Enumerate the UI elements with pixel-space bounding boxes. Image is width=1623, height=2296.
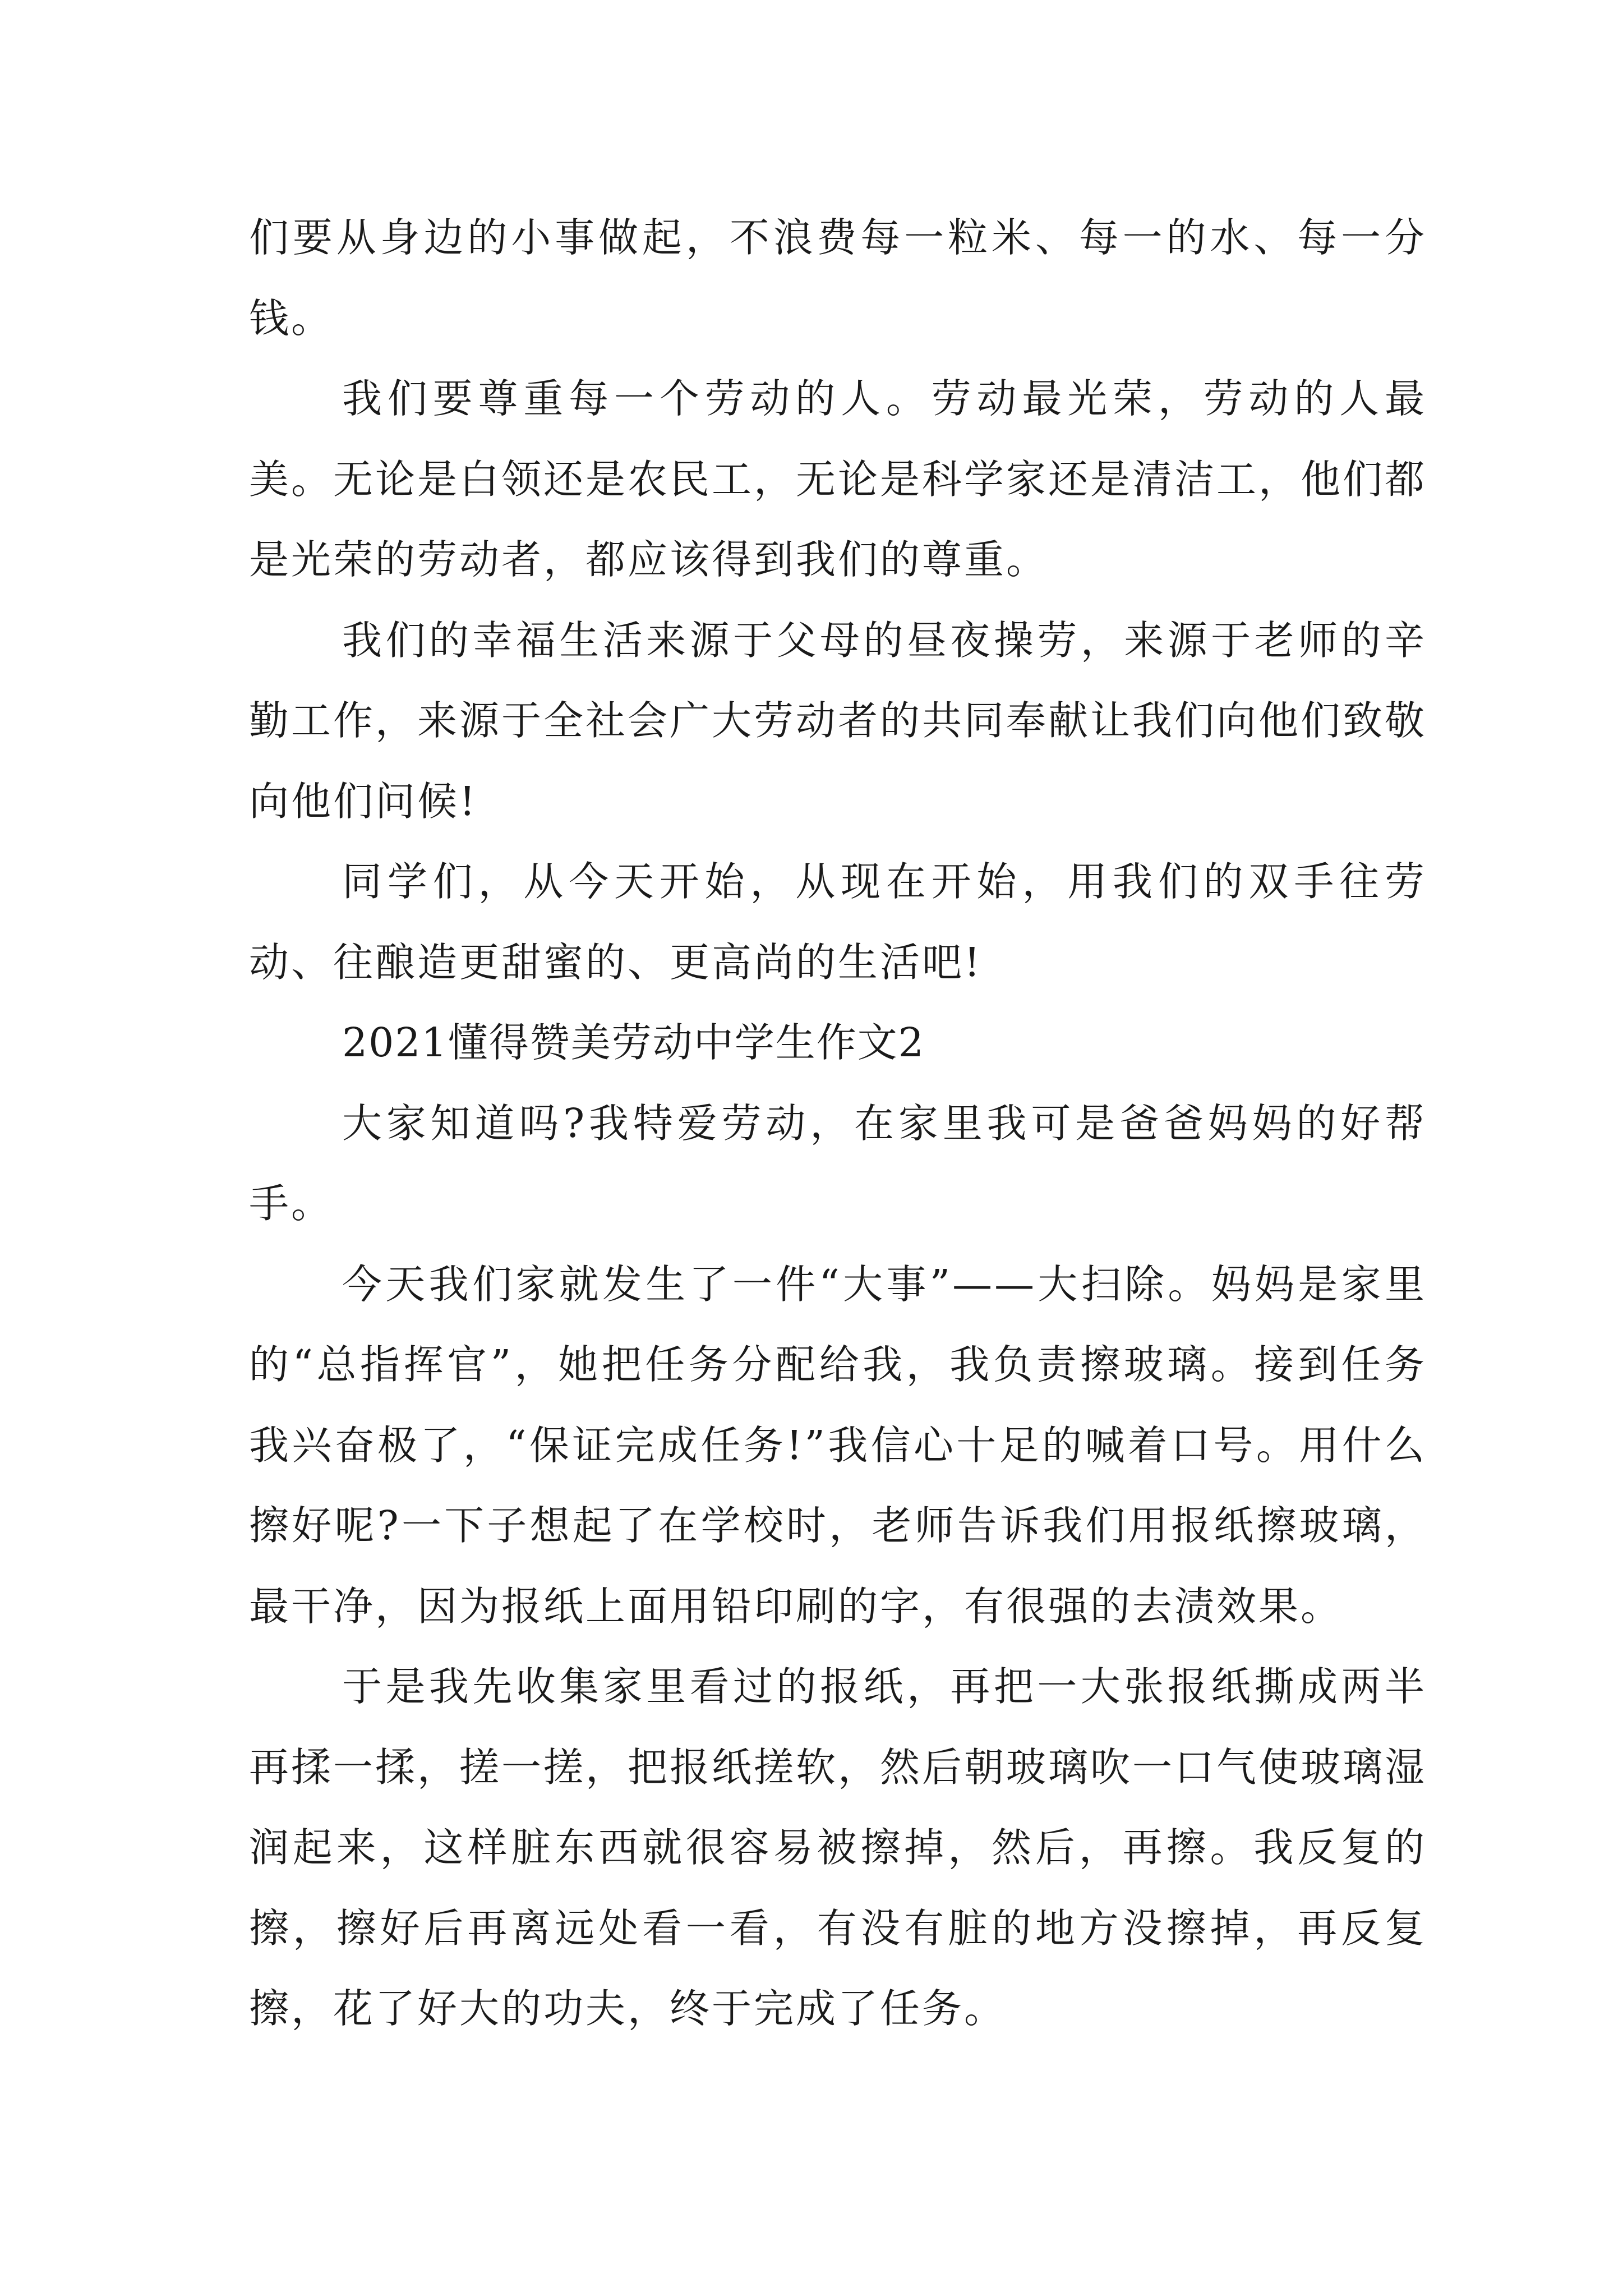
document-body xyxy=(249,197,1427,2049)
paragraph-2: 我们要尊重每一个劳动的人。劳动最光荣，劳动的人最美。无论是白领还是农民工，无论是科学家还是清洁工，他们都是光荣的劳动者，都应该得到我们的尊重。 xyxy=(249,375,1427,583)
paragraph-4: 同学们，从今天开始，从现在开始，用我们的双手往劳动、往酿造更甜蜜的、更高尚的生活吧! xyxy=(249,858,1427,986)
paragraph-7: 于是我先收集家里看过的报纸，再把一大张报纸撕成两半再揉一揉，搓一搓，把报纸搓软，然后朝玻璃吹一口气使玻璃湿润起来，这样脏东西就很容易被擦掉，然后，再擦。我反复的擦，擦好后再离远处看一看，有没有脏的地方没擦掉，再反复擦，花了好大的功夫，终于完成了任务。 xyxy=(249,1663,1427,2032)
section-heading: 2021懂得赞美劳动中学生作文2 xyxy=(342,1019,925,1066)
paragraph-1: 们要从身边的小事做起，不浪费每一粒米、每一的水、每一分钱。 xyxy=(249,214,1427,342)
paragraph-3: 我们的幸福生活来源于父母的昼夜操劳，来源于老师的辛勤工作，来源于全社会广大劳动者的共同奉献让我们向他们致敬向他们问候! xyxy=(249,616,1427,825)
paragraph-6: 今天我们家就发生了一件“大事”——大扫除。妈妈是家里的“总指挥官”，她把任务分配给我，我负责擦玻璃。接到任务我兴奋极了，“保证完成任务!”我信心十足的喊着口号。用什么擦好呢?一下子想起了在学校时，老师告诉我们用报纸擦玻璃，最干净，因为报纸上面用铅印刷的字，有很强的去渍效果。 xyxy=(249,1260,1427,1630)
paragraph-5: 大家知道吗?我特爱劳动，在家里我可是爸爸妈妈的好帮手。 xyxy=(249,1099,1427,1227)
